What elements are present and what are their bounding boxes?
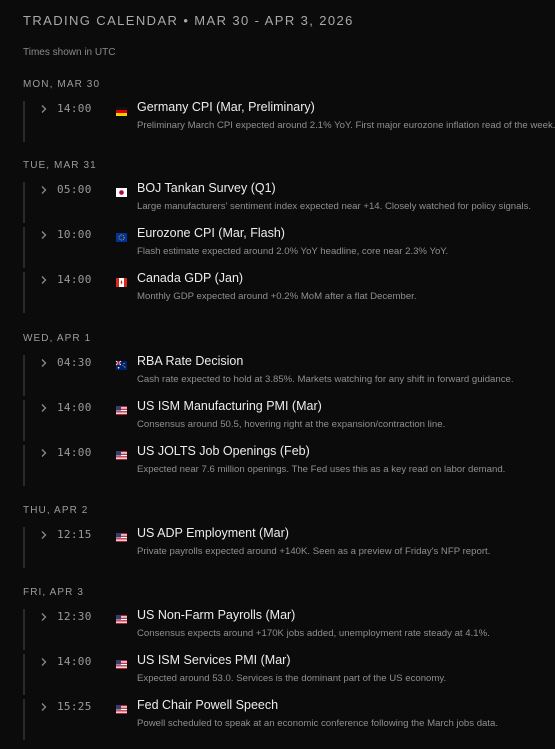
event-row[interactable] (23, 699, 506, 740)
event-row[interactable] (23, 181, 532, 223)
eu-flag-icon (116, 229, 127, 238)
event-time: 14:00 (57, 401, 92, 414)
de-flag-icon (116, 103, 127, 112)
chevron-right-icon[interactable] (39, 611, 49, 623)
event-rail (23, 699, 25, 740)
event-title: Canada GDP (Jan) (137, 271, 244, 285)
au-flag-icon (116, 357, 127, 366)
event-title: Fed Chair Powell Speech (137, 698, 279, 712)
us-flag-icon (116, 402, 127, 411)
event-time: 04:30 (57, 356, 92, 369)
event-rail (23, 609, 25, 650)
event-title: US ISM Services PMI (Mar) (137, 653, 291, 667)
ca-flag-icon (116, 274, 127, 283)
event-description: Large manufacturers' sentiment index expected near +14. Closely watched for policy signals. (137, 201, 532, 212)
event-row[interactable] (23, 527, 506, 568)
chevron-right-icon[interactable] (39, 701, 49, 713)
chevron-right-icon[interactable] (39, 529, 49, 541)
page-title: TRADING CALENDAR • MAR 30 - APR 3, 2026 (23, 13, 354, 28)
event-description: Private payrolls expected around +140K. Seen as a preview of Friday's NFP report. (137, 546, 491, 557)
event-title: BOJ Tankan Survey (Q1) (137, 181, 276, 195)
event-description: Monthly GDP expected around +0.2% MoM after a flat December. (137, 291, 417, 302)
chevron-right-icon[interactable] (39, 103, 49, 115)
us-flag-icon (116, 529, 127, 538)
event-rail (23, 182, 25, 223)
event-time: 14:00 (57, 102, 92, 115)
event-time: 14:00 (57, 446, 92, 459)
event-title: US ADP Employment (Mar) (137, 526, 289, 540)
us-flag-icon (116, 656, 127, 665)
event-row[interactable] (23, 272, 506, 313)
event-description: Consensus around 50.5, hovering right at the expansion/contraction line. (137, 419, 446, 430)
event-time: 12:30 (57, 610, 92, 623)
jp-flag-icon (116, 184, 127, 193)
chevron-right-icon[interactable] (39, 357, 49, 369)
event-description: Preliminary March CPI expected around 2.1% YoY. First major eurozone inflation read of the week. (137, 120, 555, 131)
event-title: US JOLTS Job Openings (Feb) (137, 444, 310, 458)
event-description: Flash estimate expected around 2.0% YoY headline, core near 2.3% YoY. (137, 246, 449, 257)
event-row[interactable] (23, 354, 514, 396)
event-time: 14:00 (57, 273, 92, 286)
event-row[interactable] (23, 445, 506, 486)
event-rail (23, 400, 25, 441)
event-time: 10:00 (57, 228, 92, 241)
event-rail (23, 654, 25, 695)
event-time: 15:25 (57, 700, 92, 713)
event-rail (23, 355, 25, 396)
chevron-right-icon[interactable] (39, 229, 49, 241)
event-time: 12:15 (57, 528, 92, 541)
event-title: Germany CPI (Mar, Preliminary) (137, 100, 315, 114)
event-description: Expected near 7.6 million openings. The Fed uses this as a key read on labor demand. (137, 464, 506, 475)
event-title: US ISM Manufacturing PMI (Mar) (137, 399, 322, 413)
event-row[interactable] (23, 654, 506, 695)
day-label: TUE, MAR 31 (23, 160, 97, 171)
event-rail (23, 527, 25, 568)
day-label: WED, APR 1 (23, 333, 92, 344)
event-time: 14:00 (57, 655, 92, 668)
event-description: Consensus expects around +170K jobs added, unemployment rate steady at 4.1%. (137, 628, 490, 639)
event-rail (23, 101, 25, 142)
event-title: RBA Rate Decision (137, 354, 244, 368)
event-rail (23, 445, 25, 486)
day-label: MON, MAR 30 (23, 79, 101, 90)
us-flag-icon (116, 447, 127, 456)
event-description: Powell scheduled to speak at an economic conference following the March jobs data. (137, 718, 499, 729)
chevron-right-icon[interactable] (39, 656, 49, 668)
event-description: Cash rate expected to hold at 3.85%. Markets watching for any shift in forward guidance. (137, 374, 514, 385)
event-title: Eurozone CPI (Mar, Flash) (137, 226, 285, 240)
event-rail (23, 227, 25, 268)
event-time: 05:00 (57, 183, 92, 196)
event-row[interactable] (23, 227, 506, 268)
event-row[interactable] (23, 609, 506, 650)
chevron-right-icon[interactable] (39, 447, 49, 459)
chevron-right-icon[interactable] (39, 184, 49, 196)
us-flag-icon (116, 611, 127, 620)
chevron-right-icon[interactable] (39, 402, 49, 414)
event-description: Expected around 53.0. Services is the dominant part of the US economy. (137, 673, 447, 684)
chevron-right-icon[interactable] (39, 274, 49, 286)
timezone-note: Times shown in UTC (23, 47, 116, 58)
us-flag-icon (116, 701, 127, 710)
event-rail (23, 272, 25, 313)
day-label: FRI, APR 3 (23, 587, 85, 598)
day-label: THU, APR 2 (23, 505, 89, 516)
event-row[interactable] (23, 100, 555, 142)
event-title: US Non-Farm Payrolls (Mar) (137, 608, 296, 622)
event-row[interactable] (23, 400, 506, 441)
